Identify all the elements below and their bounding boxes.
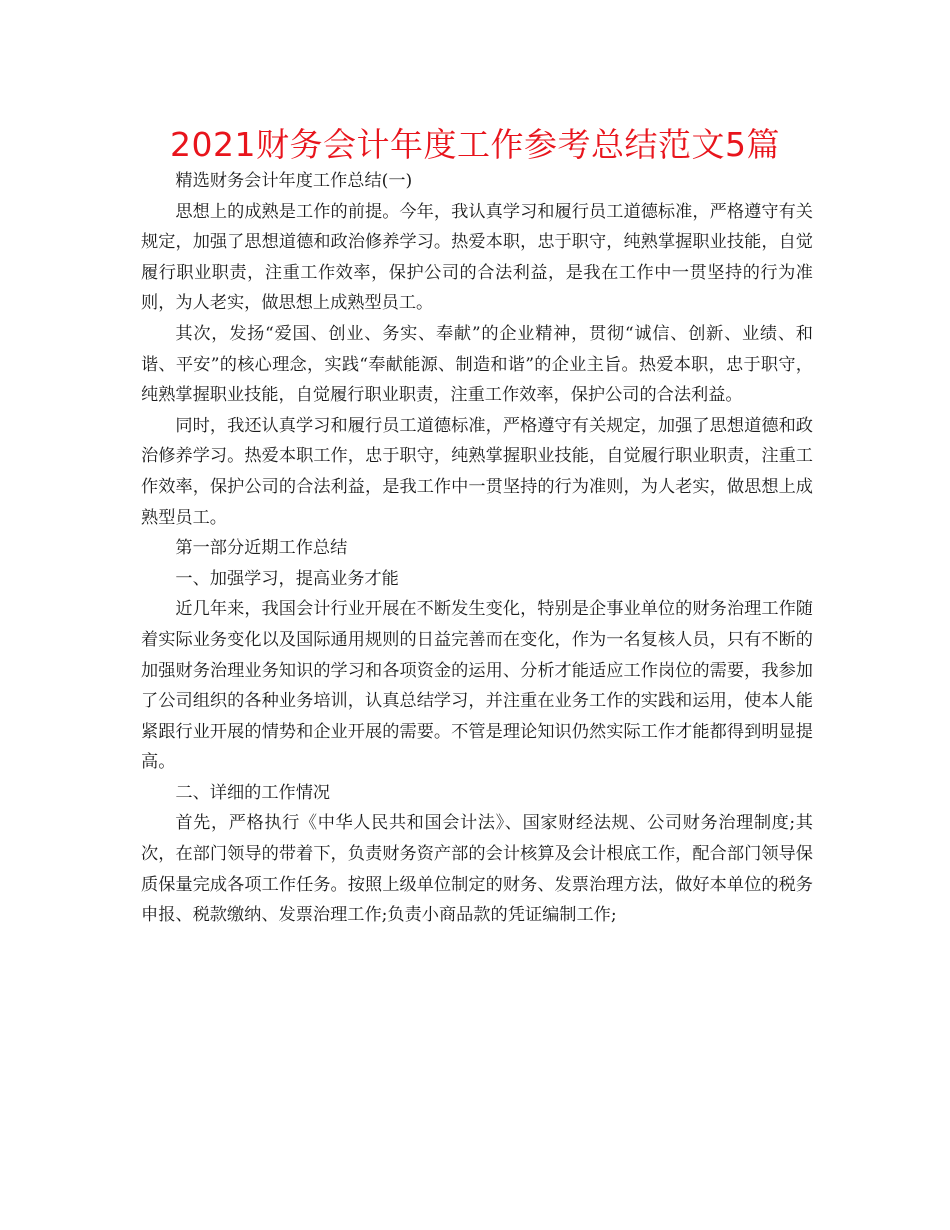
body-paragraph: 首先，严格执行《中华人民共和国会计法》、国家财经法规、公司财务治理制度;其次，在部门领导的带着下，负责财务资产部的会计核算及会计根底工作，配合部门领导保质保量完成各项工作任务。按照上级单位制定的财务、发票治理方法，做好本单位的税务申报、税款缴纳、发票治理工作;负责小商品款的凭证编制工作; xyxy=(141,813,813,926)
body-paragraph: 思想上的成熟是工作的前提。今年，我认真学习和履行员工道德标准，严格遵守有关规定，加强了思想道德和政治修养学习。热爱本职，忠于职守，纯熟掌握职业技能，自觉履行职业职责，注重工作效率，保护公司的合法利益，是我在工作中一贯坚持的行为准则，为人老实，做思想上成熟型员工。 xyxy=(141,201,813,314)
section-heading: 精选财务会计年度工作总结(一) xyxy=(175,171,413,191)
document-title: 2021财务会计年度工作参考总结范文5篇 xyxy=(170,125,780,164)
body-paragraph: 近几年来，我国会计行业开展在不断发生变化，特别是企事业单位的财务治理工作随着实际业务变化以及国际通用规则的日益完善而在变化，作为一名复核人员，只有不断的加强财务治理业务知识的学习和各项资金的运用、分析才能适应工作岗位的需要，我参加了公司组织的各种业务培训，认真总结学习，并注重在业务工作的实践和运用，使本人能紧跟行业开展的情势和企业开展的需要。不管是理论知识仍然实际工作才能都得到明显提高。 xyxy=(141,599,813,773)
subsection-heading: 二、详细的工作情况 xyxy=(175,782,331,803)
document-body xyxy=(141,166,813,931)
body-paragraph: 同时，我还认真学习和履行员工道德标准，严格遵守有关规定，加强了思想道德和政治修养学习。热爱本职工作，忠于职守，纯熟掌握职业技能，自觉履行职业职责，注重工作效率，保护公司的合法利益，是我工作中一贯坚持的行为准则，为人老实，做思想上成熟型员工。 xyxy=(141,415,813,528)
subsection-heading: 一、加强学习，提高业务才能 xyxy=(175,568,399,589)
body-paragraph: 其次，发扬“爱国、创业、务实、奉献”的企业精神，贯彻“诚信、创新、业绩、和谐、平安”的核心理念，实践“奉献能源、制造和谐”的企业主旨。热爱本职，忠于职守，纯熟掌握职业技能，自觉履行职业职责，注重工作效率，保护公司的合法利益。 xyxy=(141,323,813,406)
section-heading: 第一部分近期工作总结 xyxy=(175,538,348,559)
